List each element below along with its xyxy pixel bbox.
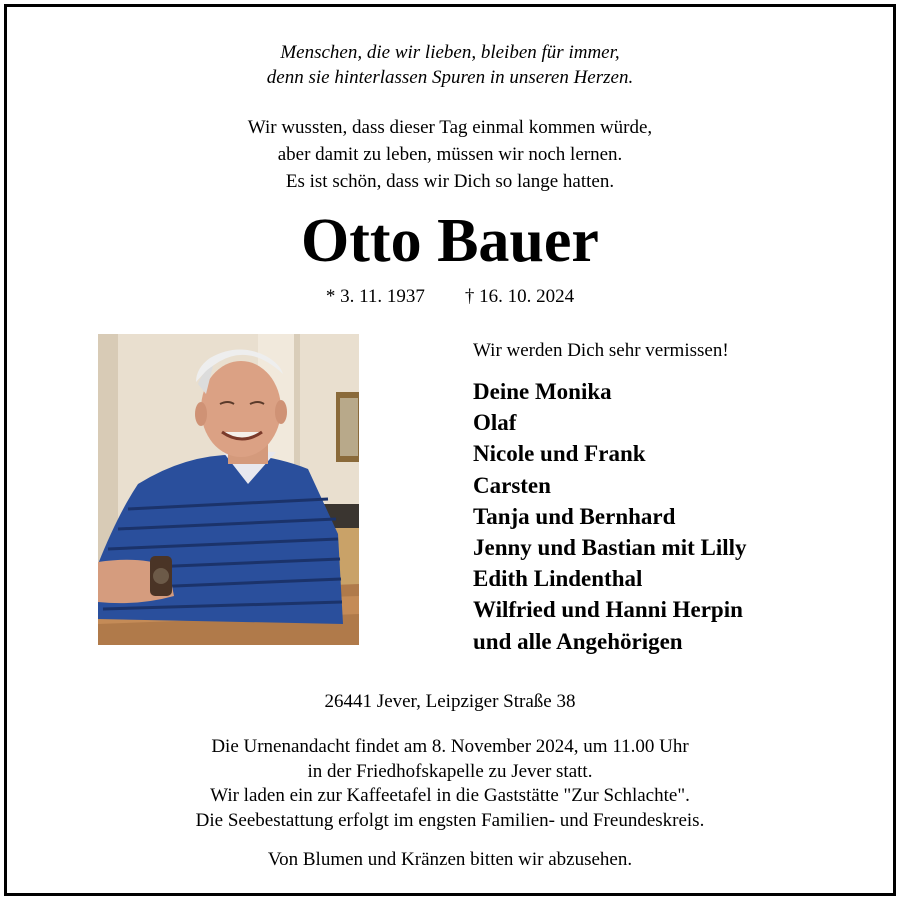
deceased-name: Otto Bauer [301,207,599,275]
life-dates [0,285,900,309]
family-member: Tanja und Bernhard [473,503,676,529]
family-member: Nicole und Frank [473,441,646,467]
farewell-line: Wir werden Dich sehr vermissen! [473,340,729,361]
poem-line: Es ist schön, dass wir Dich so lange hatten. [285,171,615,192]
quote-line: Menschen, die wir lieben, bleiben für immer, [280,42,620,63]
info-line: Die Urnenandacht findet am 8. November 2024, um 11.00 Uhr [211,736,689,757]
service-info [0,735,900,833]
poem [0,114,900,195]
family-section [473,338,873,657]
info-line: Wir laden ein zur Kaffeetafel in die Gaststätte "Zur Schlachte". [210,785,690,806]
info-line: Die Seebestattung erfolgt im engsten Familien- und Freundeskreis. [195,809,705,831]
closing-note: Von Blumen und Kränzen bitten wir abzusehen. [267,849,633,870]
family-member: Edith Lindenthal [473,566,643,592]
family-member: und alle Angehörigen [473,628,683,654]
family-list [473,376,873,657]
family-member: Carsten [473,472,551,498]
family-member: Jenny und Bastian mit Lilly [473,535,747,561]
poem-line: Wir wussten, dass dieser Tag einmal kommen würde, [247,117,653,138]
family-member: Deine Monika [473,379,612,404]
poem-line: aber damit zu leben, müssen wir noch lernen. [277,144,623,165]
info-line: in der Friedhofskapelle zu Jever statt. [307,760,593,782]
opening-quote [0,40,900,90]
death-date: † 16. 10. 2024 [464,286,575,307]
family-member: Wilfried und Hanni Herpin [473,597,743,623]
birth-date: * 3. 11. 1937 [325,286,425,307]
family-member: Olaf [473,410,517,436]
address: 26441 Jever, Leipziger Straße 38 [324,691,576,712]
portrait-photo [98,334,359,645]
portrait-illustration [98,334,359,645]
quote-line: denn sie hinterlassen Spuren in unseren Herzen. [266,67,634,88]
